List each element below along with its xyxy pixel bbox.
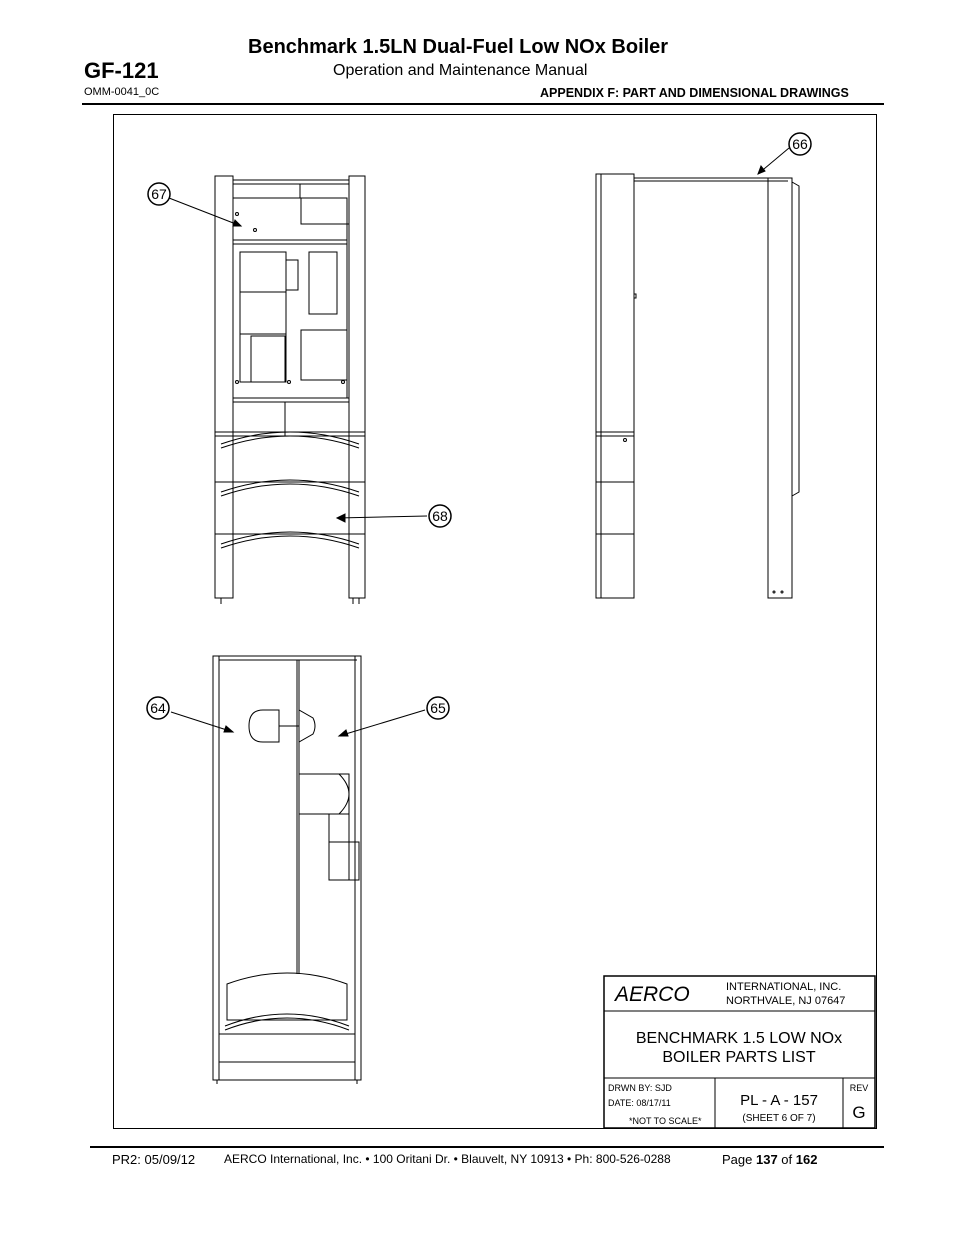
callout-label: 68 xyxy=(432,508,448,524)
manual-subtitle: Operation and Maintenance Manual xyxy=(333,62,588,79)
company-name: INTERNATIONAL, INC. xyxy=(726,981,842,993)
document-code: GF-121 xyxy=(84,58,159,83)
callout-label: 66 xyxy=(792,136,808,152)
drawing-title-line1: BENCHMARK 1.5 LOW NOx xyxy=(635,1030,843,1047)
callout-label: 67 xyxy=(151,186,167,202)
parts-drawing xyxy=(113,114,877,1129)
sheet-number: (SHEET 6 OF 7) xyxy=(742,1113,816,1124)
header-rule xyxy=(82,103,884,105)
front-view xyxy=(215,176,365,604)
callout-balloon-64 xyxy=(147,697,169,719)
callout-balloon-65 xyxy=(427,697,449,719)
rev-label: REV xyxy=(849,1083,869,1093)
side-view xyxy=(596,174,799,598)
footer-revision: PR2: 05/09/12 xyxy=(112,1152,196,1167)
drawing-number: PL - A - 157 xyxy=(740,1092,818,1109)
document-number: OMM-0041_0C xyxy=(84,86,160,98)
page-prefix: Page xyxy=(722,1152,756,1167)
page-total: 162 xyxy=(795,1152,818,1167)
scale-note: *NOT TO SCALE* xyxy=(629,1116,702,1126)
footer-rule xyxy=(90,1146,884,1148)
page-current: 137 xyxy=(755,1152,778,1167)
callout-balloon-68 xyxy=(429,505,451,527)
company-location: NORTHVALE, NJ 07647 xyxy=(726,995,846,1007)
footer-address: AERCO International, Inc. • 100 Oritani Dr. • Blauvelt, NY 10913 • Ph: 800-526-0288 xyxy=(224,1152,671,1166)
callout-balloon-66 xyxy=(789,133,811,155)
drawing-date: DATE: 08/17/11 xyxy=(608,1098,671,1108)
page-number xyxy=(722,1152,817,1167)
drawn-by: DRWN BY: SJD xyxy=(608,1083,672,1093)
appendix-heading: APPENDIX F: PART AND DIMENSIONAL DRAWINGS xyxy=(540,86,849,100)
title-block xyxy=(604,976,875,1128)
callout-leaders xyxy=(169,148,789,736)
page-title: Benchmark 1.5LN Dual-Fuel Low NOx Boiler xyxy=(248,36,669,58)
rev-value: G xyxy=(852,1103,866,1122)
drawing-title-line2: BOILER PARTS LIST xyxy=(662,1049,816,1066)
rear-view xyxy=(213,656,361,1084)
callout-label: 65 xyxy=(430,700,446,716)
callout-balloon-67 xyxy=(148,183,170,205)
aerco-logo: AERCO xyxy=(615,983,690,1006)
callout-label: 64 xyxy=(150,700,166,716)
page-of: of xyxy=(777,1152,796,1167)
